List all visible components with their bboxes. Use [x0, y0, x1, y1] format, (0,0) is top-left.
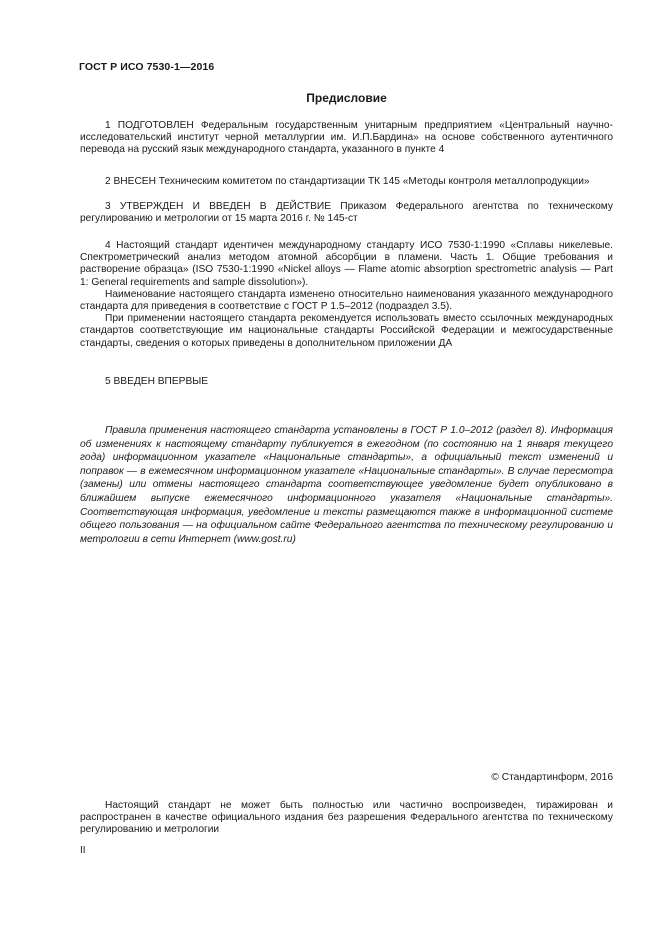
item-1-block [80, 120, 613, 157]
item-5-text: 5 ВВЕДЕН ВПЕРВЫЕ [105, 376, 209, 387]
item-4-text: 4 Настоящий стандарт идентичен международному стандарту ИСО 7530-1:1990 «Сплавы никелевые. Спектрометрический анализ методом атомной абсорбции в пламени. Часть 1. Общие требования и растворение образца» (ISO 7530-1:1990 «Nickel alloys — Flame atomic absorption spectrometric analysis — Part 1: General requirements and sample dissolution»). [80, 240, 613, 288]
item-1-text: 1 ПОДГОТОВЛЕН Федеральным государственным унитарным предприятием «Центральный научно-исследовательский институт черной металлургии им. И.П.Бардина» на основе собственного аутентичного перевода на русский язык международного стандарта, указанного в пункте 4 [80, 120, 613, 156]
item-3-block [80, 201, 613, 225]
rules-notice-text: Правила применения настоящего стандарта установлены в ГОСТ Р 1.0–2012 (раздел 8). Информация об изменениях к настоящему стандарту публикуется в ежегодном (по состоянию на 1 января текущего года) информационном указателе «Национальные стандарты», а официальный текст изменений и поправок — в ежемесячном информационном указателе «Национальные стандарты». В случае пересмотра (замены) или отмены настоящего стандарта соответствующее уведомление будет опубликовано в ближайшем выпуске ежемесячного информационного указателя «Национальные стандарты». Соответствующая информация, уведомление и тексты размещаются также в информационной системе общего пользования — на официальном сайте Федерального агентства по техническому регулированию и метрологии в сети Интернет (www.gost.ru) [80, 425, 613, 545]
document-header-id: ГОСТ Р ИСО 7530-1—2016 [79, 61, 215, 73]
item-4-references-text: При применении настоящего стандарта рекомендуется использовать вместо ссылочных международных стандартов соответствующие им национальные стандарты Российской Федерации и межгосударственные стандарты, сведения о которых приведены в дополнительном приложении ДА [80, 313, 613, 349]
page-number: II [80, 845, 86, 856]
item-4-block [80, 240, 613, 350]
item-4-name-change-text: Наименование настоящего стандарта изменено относительно наименования указанного международного стандарта для приведения в соответствие с ГОСТ Р 1.5–2012 (подраздел 3.5). [80, 288, 613, 313]
reproduction-notice-block [80, 800, 613, 837]
copyright-line: © Стандартинформ, 2016 [491, 772, 613, 783]
rules-notice-block [80, 424, 613, 546]
item-2-text: 2 ВНЕСЕН Техническим комитетом по стандартизации ТК 145 «Методы контроля металлопродукции» [105, 176, 590, 187]
reproduction-notice-text: Настоящий стандарт не может быть полностью или частично воспроизведен, тиражирован и распространен в качестве официального издания без разрешения Федерального агентства по техническому регулированию и метрологии [80, 800, 613, 836]
item-3-text: 3 УТВЕРЖДЕН И ВВЕДЕН В ДЕЙСТВИЕ Приказом Федерального агентства по техническому регулированию и метрологии от 15 марта 2016 г. № 145-ст [80, 201, 613, 225]
item-5-block [80, 376, 613, 388]
page-title: Предисловие [306, 91, 387, 105]
item-2-block [80, 176, 613, 188]
